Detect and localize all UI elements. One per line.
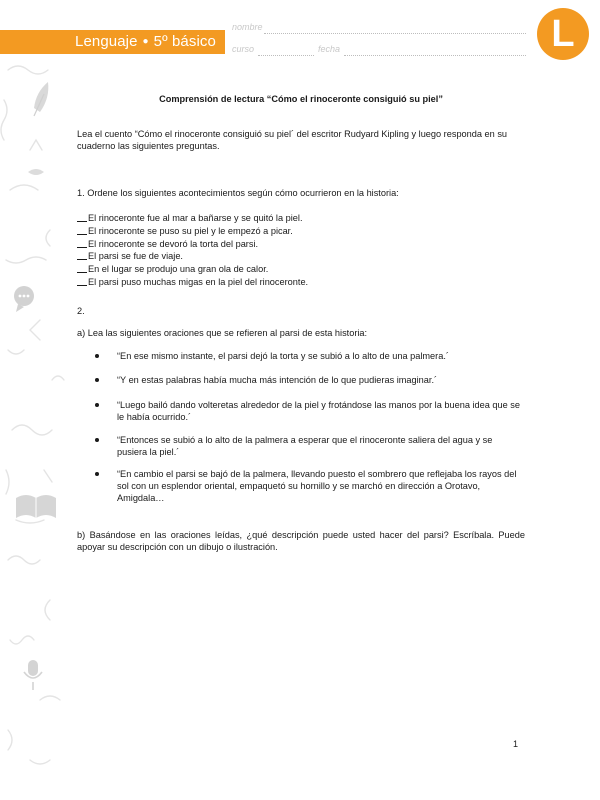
page-title: Comprensión de lectura “Cómo el rinoceronte consiguió su piel”: [159, 94, 443, 104]
event-item: [77, 225, 525, 238]
event-item: [77, 250, 525, 263]
name-field-line[interactable]: [264, 33, 526, 34]
event-text: El rinoceronte fue al mar a bañarse y se quitó la piel.: [88, 213, 303, 223]
answer-blank[interactable]: [77, 238, 87, 248]
quote-text: “Entonces se subió a lo alto de la palmera a esperar que el rinoceronte saliera del agua y se pusiera la piel.´: [117, 435, 493, 457]
subject-label: [75, 31, 216, 53]
grade-label: 5º básico: [153, 33, 216, 50]
event-text: En el lugar se produjo una gran ola de calor.: [88, 264, 269, 275]
badge-letter: L: [551, 13, 575, 55]
page-number: 1: [513, 739, 519, 749]
bullet-icon: [95, 354, 99, 358]
speech-bubble-icon: [14, 286, 34, 312]
event-item: [77, 212, 525, 225]
quote-text: “En ese mismo instante, el parsi dejó la torta y se subió a lo alto de una palmera.´: [117, 351, 449, 361]
bullet-dot: ●: [142, 36, 149, 47]
quote-item: [95, 374, 525, 386]
open-book-icon: [16, 495, 56, 518]
quote-item: [95, 350, 525, 362]
event-list: [77, 212, 525, 289]
bullet-icon: [95, 403, 99, 407]
quote-text: “En cambio el parsi se bajó de la palmera, llevando puesto el sombrero que reflejaba los rayos del sol con un esplendor oriental, empaquetó su hornillo y se marchó en dirección a Orotavo, Amigdala…: [117, 469, 517, 503]
feather-icon: [34, 82, 48, 116]
answer-blank[interactable]: [77, 263, 87, 273]
intro-paragraph: Lea el cuento “Cómo el rinoceronte consiguió su piel´ del escritor Rudyard Kipling y luego responda en su cuaderno las siguientes preguntas.: [77, 129, 508, 151]
event-text: El parsi puso muchas migas en la piel del rinoceronte.: [88, 276, 309, 287]
microphone-icon: [24, 660, 42, 690]
event-item: [77, 276, 525, 289]
name-field-label: nombre: [232, 22, 263, 32]
course-field-label: curso: [232, 44, 255, 54]
event-text: El parsi se fue de viaje.: [88, 251, 183, 262]
answer-blank[interactable]: [77, 225, 87, 235]
question-2-number: 2.: [77, 306, 85, 316]
quote-item: [95, 468, 525, 504]
event-text: El rinoceronte se puso su piel y le empezó a picar.: [88, 225, 293, 236]
bullet-icon: [95, 378, 99, 382]
quote-text: “Luego bailó dando volteretas alrededor de la piel y frotándose las manos por la buena idea que se le había ocurrido.´: [117, 400, 520, 422]
bullet-icon: [95, 472, 99, 476]
answer-blank[interactable]: [77, 250, 87, 260]
quote-text: “Y en estas palabras había mucha más intención de lo que pudieras imaginar.´: [117, 375, 438, 385]
bullet-icon: [95, 438, 99, 442]
quote-item: [95, 434, 525, 458]
course-field-line[interactable]: [258, 55, 314, 56]
event-item: [77, 263, 525, 276]
question-2a-prompt: a) Lea las siguientes oraciones que se refieren al parsi de esta historia:: [77, 328, 368, 338]
answer-blank[interactable]: [77, 276, 87, 286]
date-field-label: fecha: [318, 44, 341, 54]
decorative-margin: [0, 0, 80, 800]
leaf-icon: [28, 169, 44, 175]
subject-name: Lenguaje: [75, 33, 138, 50]
event-item: [77, 238, 525, 251]
answer-blank[interactable]: [77, 212, 87, 222]
question-1-prompt: 1. Ordene los siguientes acontecimientos según cómo ocurrieron en la historia:: [77, 188, 399, 198]
date-field-line[interactable]: [344, 55, 526, 56]
question-2b-prompt: b) Basándose en las oraciones leídas, ¿qué descripción puede usted hacer del parsi? Escríbala. Puede apoyar su descripción con un dibujo o ilustración.: [77, 530, 525, 552]
quote-item: [95, 399, 525, 423]
event-text: El rinoceronte se devoró la torta del parsi.: [88, 238, 259, 249]
